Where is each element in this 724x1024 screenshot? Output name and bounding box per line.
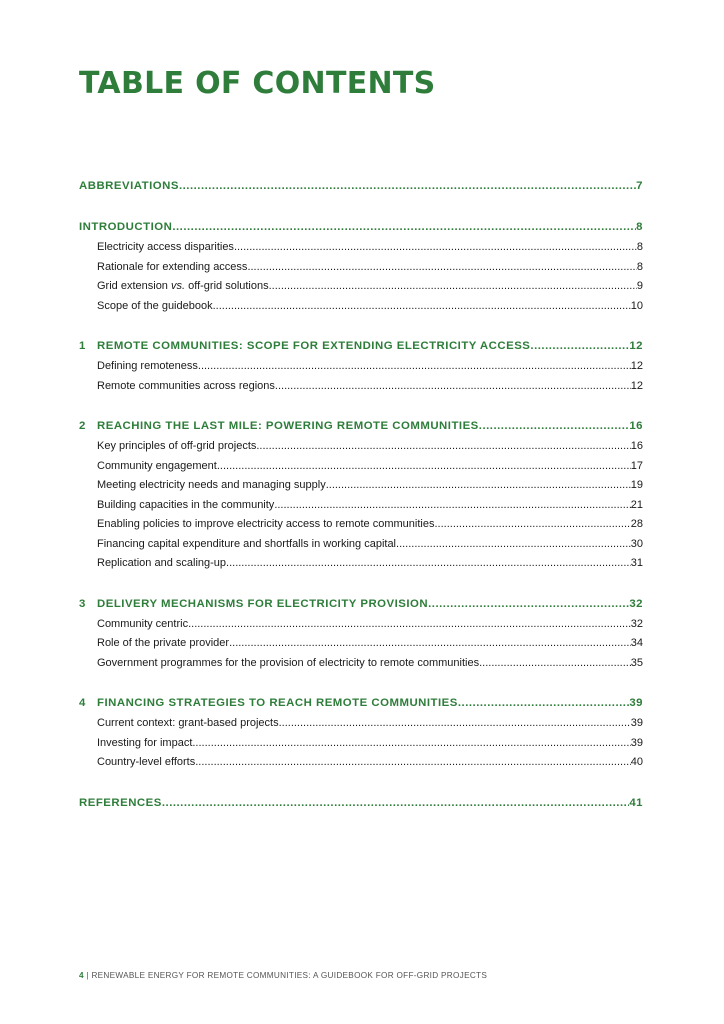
toc-subsection-entry[interactable] [79,460,643,480]
dot-leader [198,360,631,372]
toc-section-number: 2 [79,420,86,432]
toc-subsection-entry[interactable] [79,499,643,519]
toc-subsection-title: Financing capital expenditure and shortfalls in working capital [97,537,397,550]
toc-subsection-entry[interactable] [79,261,643,281]
toc-subsection-title: Current context: grant-based projects [97,717,279,729]
toc-subsection-entry[interactable] [79,618,643,638]
dot-leader [256,440,630,452]
toc-subsection-title: Replication and scaling-up [97,557,227,569]
toc-section-label [79,598,428,610]
dot-leader [188,618,631,630]
toc-section-label [79,420,479,432]
dot-leader [275,380,631,392]
toc-subsection-title: Country-level efforts [97,756,196,768]
toc-section-number: 1 [79,340,86,352]
toc-page-number: 16 [629,420,643,432]
toc-section-title: ABBREVIATIONS [79,180,179,192]
toc-subsection-title: Meeting electricity needs and managing supply [97,479,326,491]
dot-leader [530,340,629,352]
toc-page-number: 19 [630,479,643,491]
toc-page-number: 17 [630,459,643,472]
toc-page-number: 40 [630,756,643,768]
toc-section-entry[interactable] [79,420,643,440]
dot-leader [428,598,629,610]
toc-subsection-title: Defining remoteness [97,360,198,372]
toc-page-number: 39 [629,697,643,709]
toc-subsection-entry[interactable] [79,380,643,400]
dot-leader [217,460,631,472]
toc-subsection-entry[interactable] [79,440,643,460]
dot-leader [162,797,629,809]
toc-subsection-entry[interactable] [79,557,643,577]
toc-page-number: 34 [630,637,643,649]
toc-section-entry[interactable] [79,180,643,200]
toc-subsection-entry[interactable] [79,518,643,538]
toc-section-title: DELIVERY MECHANISMS FOR ELECTRICITY PROVISION [97,597,429,610]
toc-section-title: FINANCING STRATEGIES TO REACH REMOTE COMMUNITIES [97,697,458,709]
toc-section-entry[interactable] [79,221,643,241]
toc-subsection-entry[interactable] [79,360,643,380]
toc-subsection-title: Investing for impact [97,736,193,749]
toc-page-number: 21 [630,498,643,511]
toc-subsection-title: Government programmes for the provision of electricity to remote communities [97,656,480,669]
dot-leader [195,756,631,768]
dot-leader [226,557,631,569]
page-title: TABLE OF CONTENTS [79,66,436,101]
toc-subsection-title: Rationale for extending access [97,260,248,273]
toc-subsection-title: Scope of the guidebook [97,299,213,312]
dot-leader [269,280,637,292]
toc-subsection-title: Electricity access disparities [97,241,234,253]
toc-page-number: 39 [630,717,643,729]
toc-subsection-entry[interactable] [79,241,643,261]
toc-page-number: 9 [636,280,643,292]
toc-subsection-title: Remote communities across regions [97,379,275,392]
toc-page-number: 8 [636,221,643,233]
toc-section-label [79,180,179,192]
toc-subsection-title: Building capacities in the community [97,498,275,511]
dot-leader [326,479,631,491]
toc-subsection-title: Key principles of off-grid projects [97,440,257,452]
toc-section-label [79,221,172,233]
toc-subsection-entry[interactable] [79,479,643,499]
toc-section-title: REFERENCES [79,796,162,809]
toc-section-entry[interactable] [79,598,643,618]
toc-subsection-entry[interactable] [79,300,643,320]
dot-leader [396,538,631,550]
dot-leader [434,518,630,530]
footer-document-title: RENEWABLE ENERGY FOR REMOTE COMMUNITIES: A GUIDEBOOK FOR OFF-GRID PROJECTS [91,971,488,980]
toc-section-title: INTRODUCTION [79,221,173,233]
toc-section-entry[interactable] [79,340,643,360]
dot-leader [479,420,630,432]
dot-leader [192,737,630,749]
toc-page-number: 10 [630,299,643,312]
toc-subsection-entry[interactable] [79,756,643,776]
dot-leader [213,300,631,312]
toc-page-number: 8 [636,260,643,273]
dot-leader [274,499,630,511]
toc-subsection-entry[interactable] [79,280,643,300]
toc-page-number: 32 [629,597,643,610]
toc-page-number: 32 [630,617,643,630]
dot-leader [458,697,629,709]
dot-leader [179,180,636,192]
toc-page-number: 16 [630,440,643,452]
toc-subsection-entry[interactable] [79,538,643,558]
toc-subsection-title: Community engagement [97,459,217,472]
toc-subsection-title: Enabling policies to improve electricity access to remote communities [97,518,435,530]
dot-leader [172,221,636,233]
toc-subsection-title: Grid extension vs. off-grid solutions [97,280,269,292]
dot-leader [234,241,637,253]
toc-page-number: 31 [630,557,643,569]
toc-page-number: 12 [630,360,643,372]
toc-page-number: 41 [629,796,643,809]
dot-leader [279,717,631,729]
toc-page-number: 8 [636,241,643,253]
toc-section-title: REACHING THE LAST MILE: POWERING REMOTE COMMUNITIES [97,420,479,432]
toc-page-number: 12 [630,379,643,392]
footer-page-number: 4 [79,971,84,980]
toc-section-label [79,797,162,809]
toc-subsection-entry[interactable] [79,657,643,677]
toc-subsection-title: Community centric [97,617,189,630]
toc-section-number: 3 [79,597,86,610]
page-footer [79,971,487,980]
toc-section-entry[interactable] [79,697,643,717]
toc-page-number: 28 [630,518,643,530]
toc-subsection-title: Role of the private provider [97,637,230,649]
toc-page-number: 12 [629,340,643,352]
dot-leader [229,637,631,649]
toc-page-number: 39 [630,736,643,749]
toc-section-title: REMOTE COMMUNITIES: SCOPE FOR EXTENDING ELECTRICITY ACCESS [97,340,531,352]
footer-separator: | [83,971,92,980]
toc-subsection-entry[interactable] [79,637,643,657]
toc-section-number: 4 [79,697,86,709]
toc-section-entry[interactable] [79,797,643,817]
table-of-contents [79,180,643,817]
toc-section-label [79,697,458,709]
toc-page-number: 30 [630,537,643,550]
toc-section-label [79,340,530,352]
toc-page-number: 35 [630,656,643,669]
toc-subsection-entry[interactable] [79,737,643,757]
toc-subsection-entry[interactable] [79,717,643,737]
toc-page-number: 7 [636,180,643,192]
dot-leader [479,657,631,669]
dot-leader [247,261,636,273]
